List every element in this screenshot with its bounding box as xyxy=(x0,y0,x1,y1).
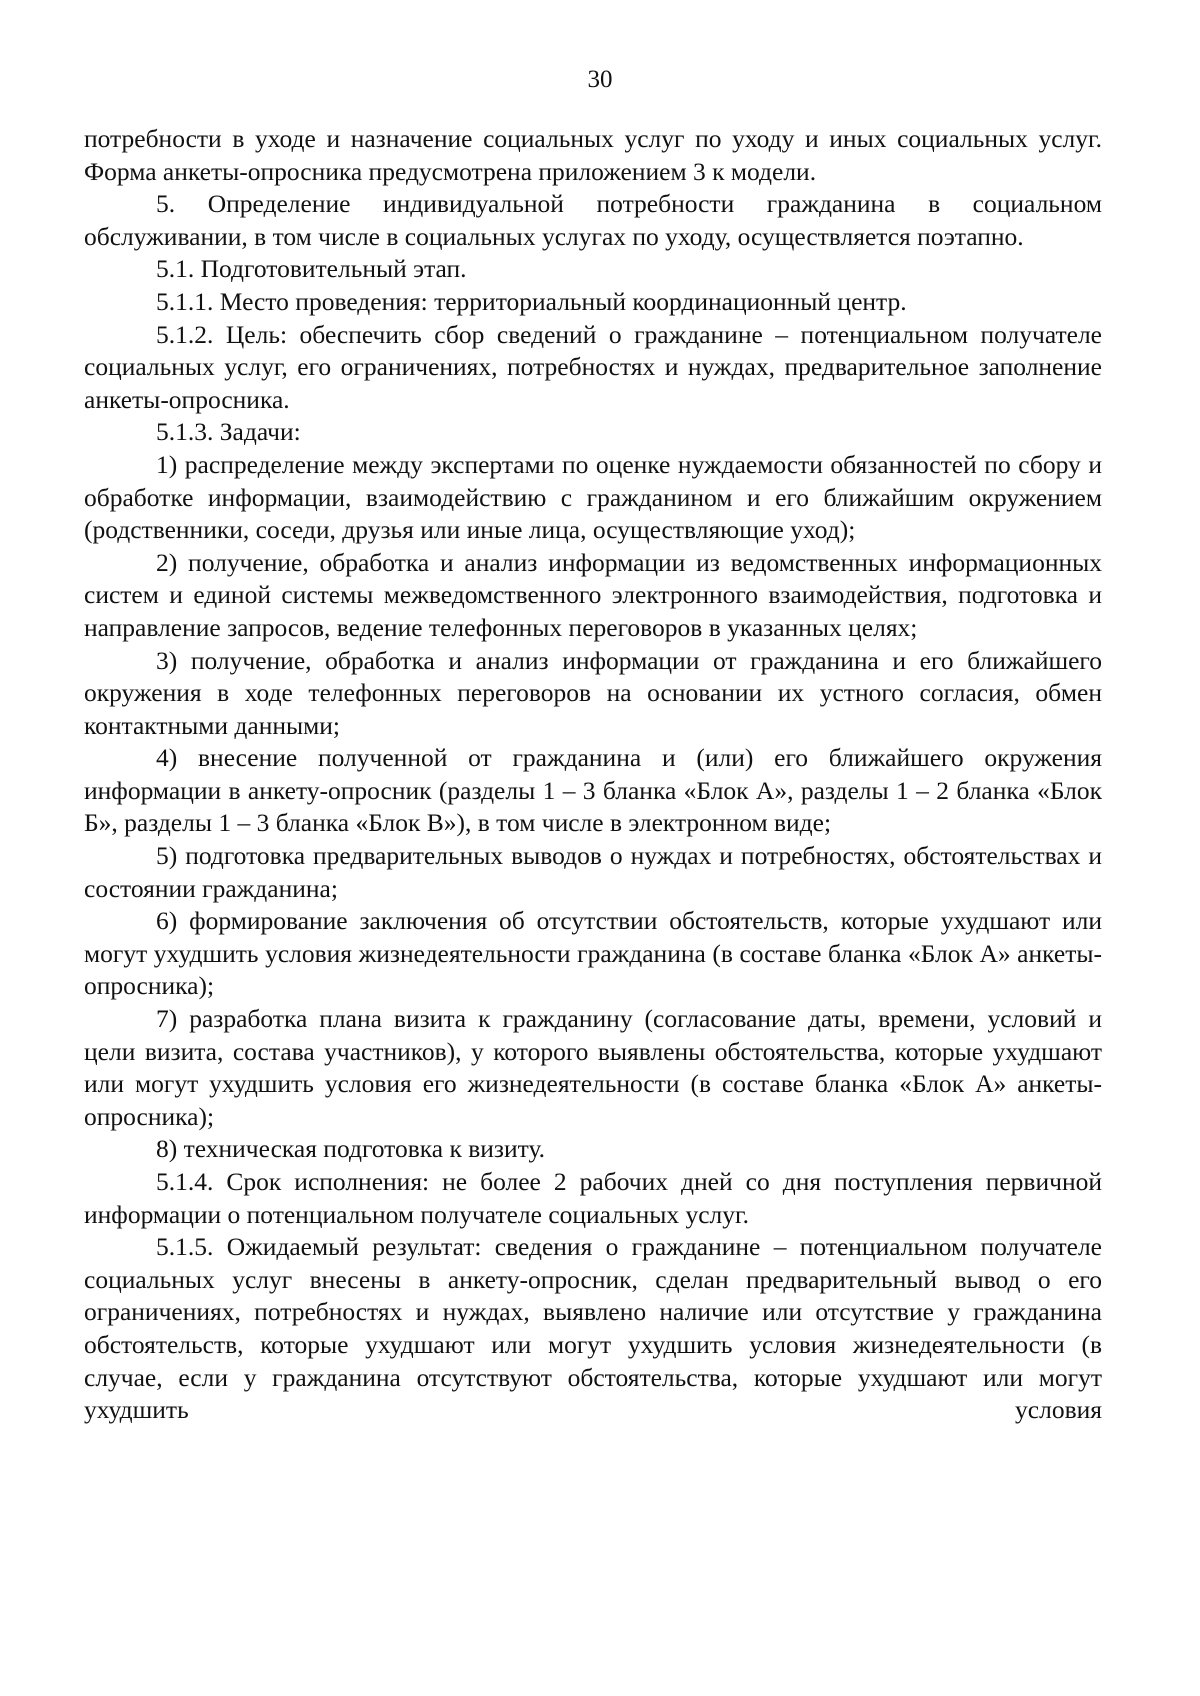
paragraph-5-1-5: 5.1.5. Ожидаемый результат: сведения о гражданине – потенциальном получателе социальных услуг внесены в анкету-опросник, сделан предварительный вывод о его ограничениях, потребностях и нуждах, выявлено наличие или отсутствие у гражданина обстоятельств, которые ухудшают или могут ухудшить условия жизнедеятельности (в случае, если у гражданина отсутствуют обстоятельства, которые ухудшают или могут ухудшить условия xyxy=(84,1232,1102,1425)
list-item-6: 6) формирование заключения об отсутствии обстоятельств, которые ухудшают или могут ухудшить условия жизнедеятельности гражданина (в составе бланка «Блок А» анкеты-опросника); xyxy=(84,906,1102,1001)
paragraph-5-1: 5.1. Подготовительный этап. xyxy=(156,254,467,284)
paragraph-continuation: потребности в уходе и назначение социальных услуг по уходу и иных социальных услуг. Форма анкеты-опросника предусмотрена приложением 3 к модели. xyxy=(84,124,1102,186)
list-item-3: 3) получение, обработка и анализ информации от гражданина и его ближайшего окружения в ходе телефонных переговоров на основании их устного согласия, обмен контактными данными; xyxy=(84,645,1102,740)
page-number: 30 xyxy=(587,66,613,93)
list-item-4: 4) внесение полученной от гражданина и (или) его ближайшего окружения информации в анкету-опросник (разделы 1 – 3 бланка «Блок А», разделы 1 – 2 бланка «Блок Б», разделы 1 – 3 бланка «Блок В»), в том числе в электронном виде; xyxy=(84,743,1102,838)
paragraph-5-1-3: 5.1.3. Задачи: xyxy=(156,417,301,447)
list-item-7: 7) разработка плана визита к гражданину (согласование даты, времени, условий и цели визита, состава участников), у которого выявлены обстоятельства, которые ухудшают или могут ухудшить условия его жизнедеятельности (в составе бланка «Блок А» анкеты-опросника); xyxy=(84,1004,1102,1131)
list-item-5: 5) подготовка предварительных выводов о нуждах и потребностях, обстоятельствах и состоянии гражданина; xyxy=(84,841,1102,903)
document-body xyxy=(84,123,1102,1427)
paragraph-5-1-4: 5.1.4. Срок исполнения: не более 2 рабочих дней со дня поступления первичной информации о потенциальном получателе социальных услуг. xyxy=(84,1167,1102,1229)
paragraph-5-1-1: 5.1.1. Место проведения: территориальный координационный центр. xyxy=(156,286,907,316)
paragraph-5-1-2: 5.1.2. Цель: обеспечить сбор сведений о гражданине – потенциальном получателе социальных услуг, его ограничениях, потребностях и нуждах, предварительное заполнение анкеты-опросника. xyxy=(84,319,1102,414)
list-item-1: 1) распределение между экспертами по оценке нуждаемости обязанностей по сбору и обработке информации, взаимодействию с гражданином и его ближайшим окружением (родственники, соседи, друзья или иные лица, осуществляющие уход); xyxy=(84,449,1102,545)
list-item-2: 2) получение, обработка и анализ информации из ведомственных информационных систем и единой системы межведомственного электронного взаимодействия, подготовка и направление запросов, ведение телефонных переговоров в указанных целях; xyxy=(84,547,1102,642)
paragraph-section-5: 5. Определение индивидуальной потребности гражданина в социальном обслуживании, в том числе в социальных услугах по уходу, осуществляется поэтапно. xyxy=(84,189,1102,251)
list-item-8: 8) техническая подготовка к визиту. xyxy=(156,1134,546,1164)
